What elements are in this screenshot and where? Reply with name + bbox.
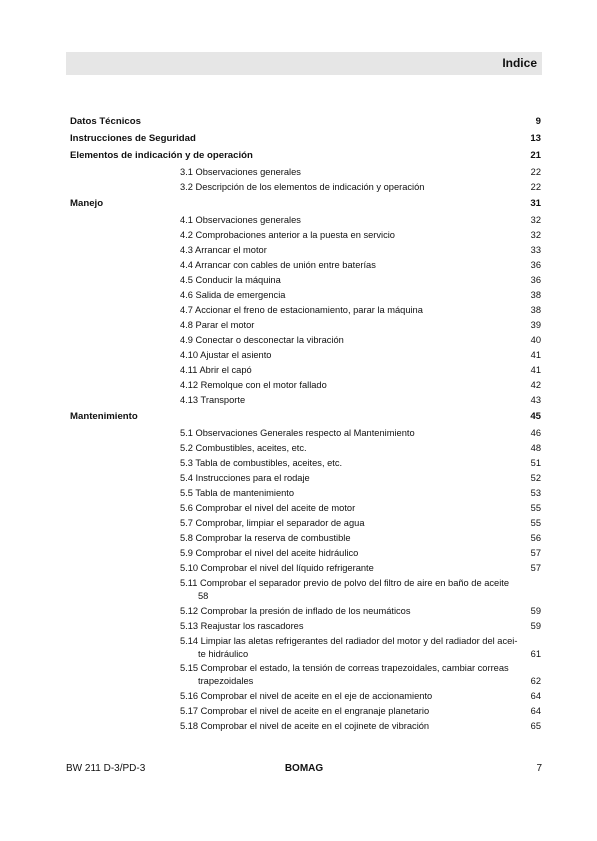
toc-entry[interactable]: [180, 456, 541, 471]
toc-entry-title: 5.6 Comprobar el nivel del aceite de motor: [180, 503, 356, 513]
toc-entry-title: 5.9 Comprobar el nivel del aceite hidráulico: [180, 548, 359, 558]
toc-entry[interactable]: [180, 546, 541, 561]
toc-entry-page: 59: [530, 621, 541, 631]
toc-entry[interactable]: [180, 213, 541, 228]
toc-section[interactable]: [70, 130, 541, 147]
toc-entry-page: 55: [530, 503, 541, 513]
toc-entry-page: 40: [530, 335, 541, 345]
toc-entry-page: 42: [530, 380, 541, 390]
toc-entry[interactable]: [180, 689, 541, 704]
toc-entry-page: 38: [530, 290, 541, 300]
toc-entry[interactable]: [180, 486, 541, 501]
footer-brand: BOMAG: [284, 763, 324, 774]
toc-entry[interactable]: [180, 363, 541, 378]
toc-entry[interactable]: [180, 228, 541, 243]
header-bar: [66, 52, 542, 75]
toc-entry-title: 5.17 Comprobar el nivel de aceite en el engranaje planetario: [180, 706, 430, 716]
toc-section-title: Mantenimiento: [70, 411, 138, 422]
toc-subsection-list: [70, 212, 541, 408]
toc-entry-page: 55: [530, 518, 541, 528]
toc-entry-page: 65: [530, 721, 541, 731]
toc-section[interactable]: [70, 113, 541, 130]
toc-entry-page: 36: [530, 260, 541, 270]
toc-entry-title: 4.3 Arrancar el motor: [180, 245, 267, 255]
toc-entry-title: 5.18 Comprobar el nivel de aceite en el cojinete de vibración: [180, 721, 430, 731]
toc-section[interactable]: [70, 195, 541, 212]
toc-entry[interactable]: [180, 273, 541, 288]
toc-entry-page: 41: [530, 350, 541, 360]
toc-entry[interactable]: [180, 393, 541, 408]
toc-entry[interactable]: [180, 288, 541, 303]
toc-entry-page: 22: [530, 182, 541, 192]
toc-entry-title: 5.13 Reajustar los rascadores: [180, 621, 304, 631]
toc-entry-title: 5.3 Tabla de combustibles, aceites, etc.: [180, 458, 343, 468]
toc-entry-title: 5.7 Comprobar, limpiar el separador de agua: [180, 518, 365, 528]
toc-section-title: Instrucciones de Seguridad: [70, 133, 196, 144]
toc-entry-page: 48: [530, 443, 541, 453]
table-of-contents: [70, 113, 541, 734]
toc-entry-title: 5.5 Tabla de mantenimiento: [180, 488, 295, 498]
toc-subsection-list: [70, 164, 541, 195]
toc-entry-title: 4.12 Remolque con el motor fallado: [180, 380, 327, 390]
toc-entry[interactable]: [180, 165, 541, 180]
toc-section-title: Elementos de indicación y de operación: [70, 150, 253, 161]
toc-entry-page: 41: [530, 365, 541, 375]
toc-entry[interactable]: [180, 180, 541, 195]
toc-entry-page: 39: [530, 320, 541, 330]
toc-entry-title: 4.5 Conducir la máquina: [180, 275, 281, 285]
toc-entry-title: 4.4 Arrancar con cables de unión entre baterías: [180, 260, 376, 270]
toc-entry-page: 64: [530, 706, 541, 716]
toc-entry-page: 59: [530, 606, 541, 616]
toc-entry-title: 5.14 Limpiar las aletas refrigerantes del radiador del motor y del radiador del acei-: [180, 636, 518, 646]
toc-section-title: Datos Técnicos: [70, 116, 141, 127]
toc-entry-title-continued: te hidráulico: [198, 649, 249, 659]
toc-entry-page: 58: [198, 591, 209, 601]
toc-entry-page: 46: [530, 428, 541, 438]
toc-entry[interactable]: [180, 426, 541, 441]
toc-entry-title: 3.1 Observaciones generales: [180, 167, 301, 177]
toc-entry[interactable]: [180, 577, 541, 603]
toc-entry-page: 32: [530, 215, 541, 225]
toc-entry-title: 4.2 Comprobaciones anterior a la puesta en servicio: [180, 230, 395, 240]
toc-subsection-list: [70, 425, 541, 734]
toc-entry-title: 4.11 Abrir el capó: [180, 365, 252, 375]
toc-entry-title: 5.15 Comprobar el estado, la tensión de correas trapezoidales, cambiar correas: [180, 663, 509, 673]
toc-entry[interactable]: [180, 516, 541, 531]
toc-entry[interactable]: [180, 303, 541, 318]
toc-entry[interactable]: [180, 704, 541, 719]
toc-entry-title: 5.1 Observaciones Generales respecto al Mantenimiento: [180, 428, 415, 438]
toc-entry-page: 51: [530, 458, 541, 468]
toc-entry-title: 5.8 Comprobar la reserva de combustible: [180, 533, 351, 543]
toc-section[interactable]: [70, 408, 541, 425]
toc-entry-page: 56: [530, 533, 541, 543]
toc-entry-page: 64: [530, 691, 541, 701]
toc-entry-page: 38: [530, 305, 541, 315]
toc-entry-title: 4.13 Transporte: [180, 395, 246, 405]
toc-entry-title: 4.1 Observaciones generales: [180, 215, 301, 225]
toc-entry-title: 5.4 Instrucciones para el rodaje: [180, 473, 310, 483]
toc-entry-page: 33: [530, 245, 541, 255]
toc-section-page: 45: [530, 411, 541, 422]
toc-entry-title: 4.9 Conectar o desconectar la vibración: [180, 335, 344, 345]
toc-entry[interactable]: [180, 619, 541, 634]
toc-entry[interactable]: [180, 561, 541, 576]
toc-entry-title: 5.11 Comprobar el separador previo de polvo del filtro de aire en baño de aceite: [180, 578, 510, 588]
toc-entry-title: 4.7 Accionar el freno de estacionamiento, parar la máquina: [180, 305, 423, 315]
toc-entry-page: 36: [530, 275, 541, 285]
toc-entry-page: 53: [530, 488, 541, 498]
footer-page-number: 7: [536, 763, 542, 774]
toc-entry-title: 4.10 Ajustar el asiento: [180, 350, 272, 360]
toc-entry-title: 5.12 Comprobar la presión de inflado de los neumáticos: [180, 606, 411, 616]
toc-entry-title-continued: trapezoidales: [198, 676, 254, 686]
toc-entry[interactable]: [180, 378, 541, 393]
toc-section-page: 13: [530, 133, 541, 144]
page-title: Indice: [502, 56, 537, 70]
toc-section-page: 21: [530, 150, 541, 161]
toc-entry-title: 3.2 Descripción de los elementos de indicación y operación: [180, 182, 425, 192]
toc-entry-title: 5.2 Combustibles, aceites, etc.: [180, 443, 307, 453]
toc-section-page: 31: [530, 198, 541, 209]
toc-entry-title: 5.10 Comprobar el nivel del líquido refrigerante: [180, 563, 374, 573]
toc-entry[interactable]: [180, 635, 541, 661]
toc-entry[interactable]: [180, 471, 541, 486]
toc-entry-page: 62: [530, 676, 541, 686]
toc-entry[interactable]: [180, 258, 541, 273]
toc-entry[interactable]: [180, 501, 541, 516]
toc-entry-page: 52: [530, 473, 541, 483]
toc-entry[interactable]: [180, 531, 541, 546]
toc-entry[interactable]: [180, 719, 541, 734]
toc-entry-title: 4.6 Salida de emergencia: [180, 290, 286, 300]
footer-model: BW 211 D-3/PD-3: [66, 763, 146, 774]
toc-entry-page: 61: [530, 649, 541, 659]
toc-entry-page: 57: [530, 563, 541, 573]
toc-entry[interactable]: [180, 333, 541, 348]
toc-entry-page: 32: [530, 230, 541, 240]
toc-entry[interactable]: [180, 662, 541, 688]
toc-entry[interactable]: [180, 348, 541, 363]
toc-entry[interactable]: [180, 604, 541, 619]
toc-entry[interactable]: [180, 318, 541, 333]
toc-entry-title: 5.16 Comprobar el nivel de aceite en el eje de accionamiento: [180, 691, 433, 701]
toc-entry-page: 22: [530, 167, 541, 177]
toc-section-page: 9: [535, 116, 541, 127]
toc-entry[interactable]: [180, 441, 541, 456]
toc-section[interactable]: [70, 147, 541, 164]
toc-entry[interactable]: [180, 243, 541, 258]
toc-section-title: Manejo: [70, 198, 104, 209]
toc-entry-page: 43: [530, 395, 541, 405]
toc-entry-title: 4.8 Parar el motor: [180, 320, 255, 330]
toc-entry-page: 57: [530, 548, 541, 558]
